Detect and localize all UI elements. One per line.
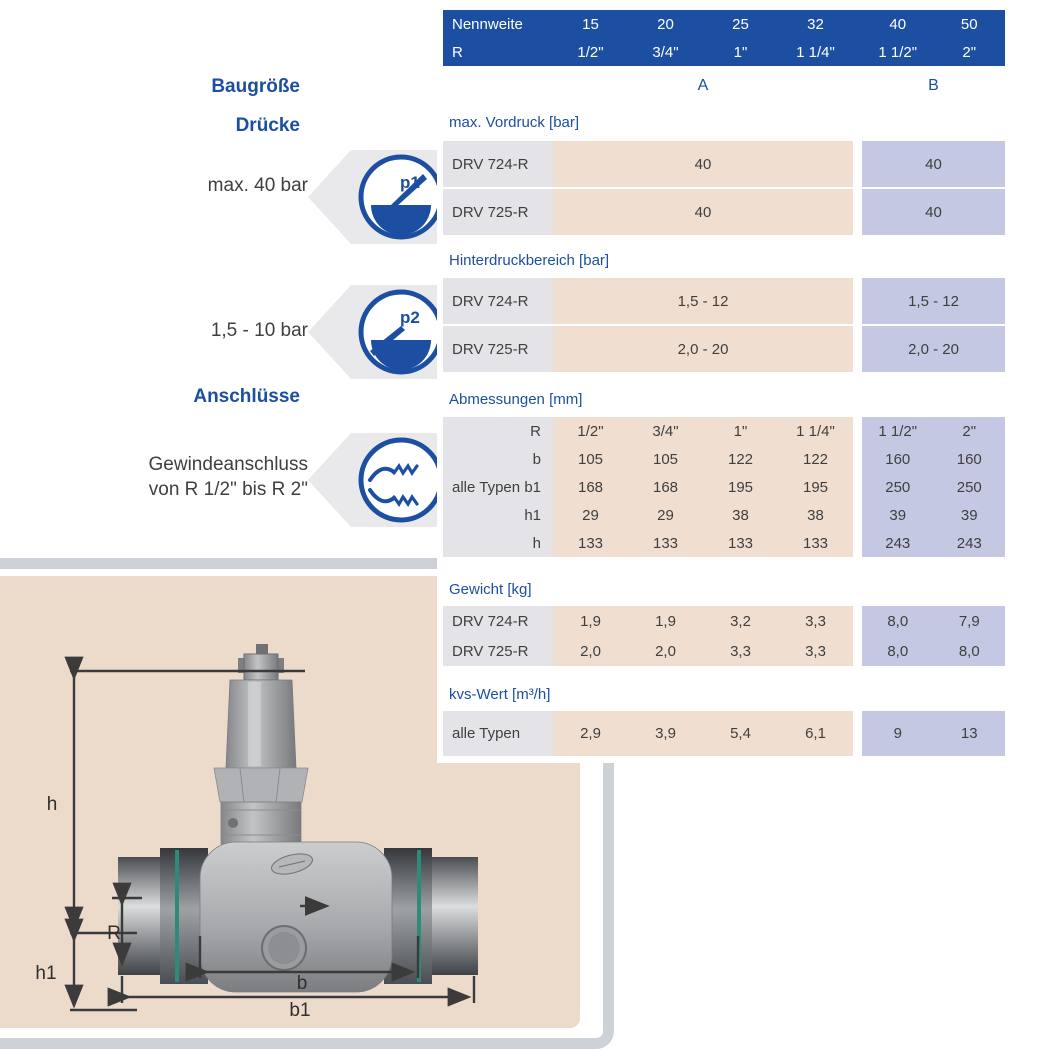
- kvs-title: kvs-Wert [m³/h]: [449, 686, 551, 703]
- hinterdruck-a-725: 2,0 - 20: [553, 326, 853, 372]
- abm-cell: 133: [628, 529, 703, 557]
- gewicht-cell: 1,9: [628, 606, 703, 636]
- gewicht-cell: 8,0: [862, 606, 934, 636]
- abm-cell: 243: [934, 529, 1006, 557]
- row-label: DRV 725-R: [443, 189, 553, 235]
- vordruck-a-725: 40: [553, 189, 853, 235]
- row-label: DRV 724-R: [443, 278, 553, 324]
- abm-cell: 29: [628, 501, 703, 529]
- dim-row-label: b: [532, 450, 541, 468]
- abm-cell: 39: [862, 501, 934, 529]
- row-label: DRV 724-R: [443, 606, 553, 636]
- vordruck-title: max. Vordruck [bar]: [449, 114, 580, 131]
- abm-cell: 160: [862, 445, 934, 473]
- abmessungen-title: Abmessungen [mm]: [449, 391, 583, 408]
- r-value: 1 1/4": [796, 43, 835, 61]
- gewicht-cell: 3,3: [778, 606, 853, 636]
- gewicht-cell: 3,2: [703, 606, 778, 636]
- abm-cell: 243: [862, 529, 934, 557]
- kvs-cell: 5,4: [703, 711, 778, 756]
- abm-cell: 195: [778, 473, 853, 501]
- p1-gauge-icon: [306, 147, 451, 247]
- baugroesse-heading: Baugröße: [211, 76, 300, 97]
- dim-label-r: R: [107, 923, 121, 944]
- anschluesse-heading: Anschlüsse: [193, 386, 300, 407]
- abm-cell: 195: [703, 473, 778, 501]
- abm-cell: 122: [703, 445, 778, 473]
- r-value: 2": [962, 43, 977, 61]
- r-value: 1": [733, 43, 748, 61]
- nennweite-value: 20: [657, 15, 674, 33]
- hinterdruck-b-725: 2,0 - 20: [862, 326, 1005, 372]
- dim-row-label: b1: [524, 478, 541, 496]
- abm-cell: 1 1/2": [862, 417, 934, 445]
- druecke-heading: Drücke: [235, 115, 300, 136]
- vordruck-left-value: max. 40 bar: [207, 175, 308, 196]
- dim-row-label: h: [532, 534, 541, 552]
- dim-label-h1: h1: [35, 963, 57, 984]
- nennweite-value: 40: [889, 15, 907, 33]
- abm-cell: 1": [703, 417, 778, 445]
- thread-connection-icon: [306, 430, 451, 530]
- r-value: 1/2": [577, 43, 604, 61]
- abm-cell: 160: [934, 445, 1006, 473]
- gewicht-cell: 2,0: [628, 636, 703, 666]
- abm-cell: 168: [553, 473, 628, 501]
- nennweite-value: 15: [582, 15, 599, 33]
- dim-row-label: h1: [524, 506, 541, 524]
- gewicht-cell: 8,0: [934, 636, 1006, 666]
- abm-cell: 250: [862, 473, 934, 501]
- vordruck-b-724: 40: [862, 141, 1005, 187]
- gewicht-cell: 3,3: [778, 636, 853, 666]
- abm-cell: 105: [553, 445, 628, 473]
- hinterdruck-left-value: 1,5 - 10 bar: [210, 320, 308, 341]
- p2-label: p2: [400, 308, 420, 327]
- abm-cell: 39: [934, 501, 1006, 529]
- kvs-cell: 6,1: [778, 711, 853, 756]
- dim-row-label: R: [530, 422, 541, 440]
- abm-cell: 133: [778, 529, 853, 557]
- dim-label-b1: b1: [289, 1000, 311, 1021]
- gewicht-cell: 1,9: [553, 606, 628, 636]
- abm-cell: 3/4": [628, 417, 703, 445]
- baugroesse-b: B: [928, 77, 939, 94]
- row-label: DRV 725-R: [443, 326, 553, 372]
- nennweite-label: Nennweite: [452, 15, 523, 33]
- abm-cell: 2": [934, 417, 1006, 445]
- hinterdruck-b-724: 1,5 - 12: [862, 278, 1005, 324]
- abm-cell: 133: [703, 529, 778, 557]
- abm-cell: 250: [934, 473, 1006, 501]
- nennweite-value: 25: [732, 15, 749, 33]
- hinterdruck-title: Hinterdruckbereich [bar]: [449, 252, 610, 269]
- valve-illustration: [118, 644, 478, 992]
- row-label: alle Typen: [443, 711, 553, 756]
- gewicht-title: Gewicht [kg]: [449, 581, 532, 598]
- vordruck-a-724: 40: [553, 141, 853, 187]
- baugroesse-a: A: [697, 77, 709, 94]
- r-value: 3/4": [652, 43, 679, 61]
- abm-cell: 1 1/4": [778, 417, 853, 445]
- kvs-cell: 2,9: [553, 711, 628, 756]
- r-value: 1 1/2": [878, 43, 918, 61]
- hinterdruck-a-724: 1,5 - 12: [553, 278, 853, 324]
- kvs-cell: 13: [934, 711, 1006, 756]
- abm-cell: 1/2": [553, 417, 628, 445]
- kvs-cell: 9: [862, 711, 934, 756]
- dim-label-b: b: [296, 973, 308, 994]
- abm-cell: 105: [628, 445, 703, 473]
- vordruck-b-725: 40: [862, 189, 1005, 235]
- gewicht-cell: 2,0: [553, 636, 628, 666]
- dim-label-h: h: [46, 794, 58, 815]
- row-label: DRV 725-R: [443, 636, 553, 666]
- p2-gauge-icon: [306, 282, 451, 382]
- abm-cell: 38: [778, 501, 853, 529]
- alle-typen-label: alle Typen: [452, 478, 521, 496]
- abm-cell: 168: [628, 473, 703, 501]
- datasheet-panel: [437, 0, 1014, 763]
- r-label: R: [452, 43, 463, 61]
- nennweite-value: 32: [807, 15, 824, 33]
- gewinde-line1: Gewindeanschluss: [148, 454, 308, 475]
- nennweite-value: 50: [960, 15, 978, 33]
- row-label: DRV 724-R: [443, 141, 553, 187]
- gewinde-line2: von R 1/2" bis R 2": [148, 479, 308, 500]
- abm-cell: 29: [553, 501, 628, 529]
- abm-cell: 122: [778, 445, 853, 473]
- gewicht-cell: 8,0: [862, 636, 934, 666]
- nennweite-header-band: [443, 10, 1005, 66]
- abm-cell: 38: [703, 501, 778, 529]
- abm-cell: 133: [553, 529, 628, 557]
- p1-label: p1: [400, 173, 420, 192]
- gewicht-cell: 7,9: [934, 606, 1006, 636]
- kvs-cell: 3,9: [628, 711, 703, 756]
- gewicht-cell: 3,3: [703, 636, 778, 666]
